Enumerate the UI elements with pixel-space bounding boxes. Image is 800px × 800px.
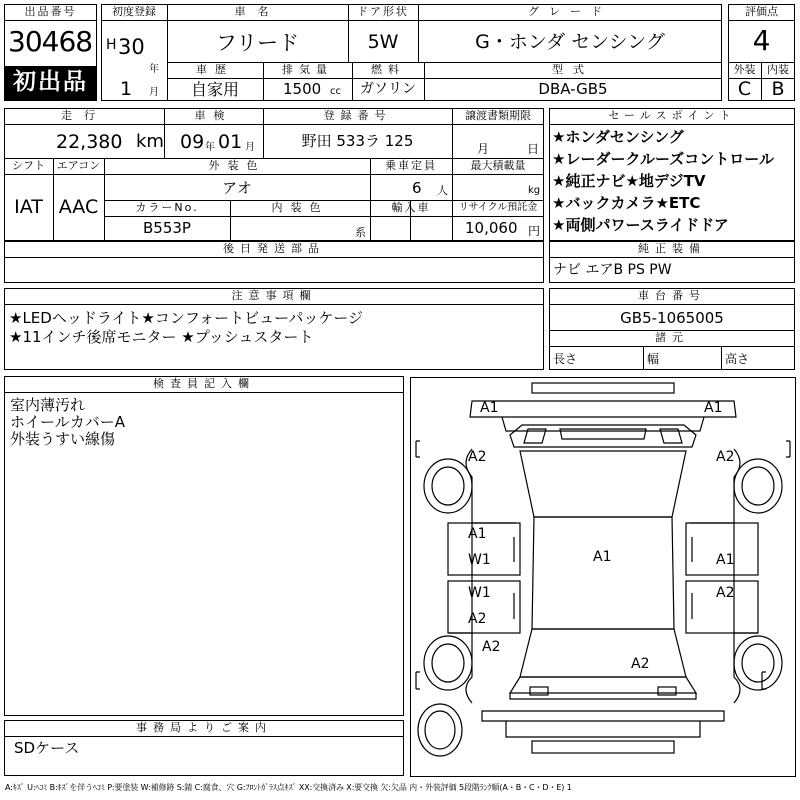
color-no-label: カラーNo. [135, 201, 199, 214]
door-label: ドア形状 [357, 5, 409, 18]
damage-mark-rear-hatch: A2 [631, 656, 650, 672]
sales-point-4: ★バックカメラ★ETC [552, 194, 701, 212]
later-parts-label: 後日発送部品 [223, 242, 325, 255]
inspector-label: 検査員記入欄 [153, 377, 255, 390]
inspection-year-unit: 年 [205, 142, 215, 153]
office-label: 事務局よりご案内 [136, 721, 272, 734]
inspection-year: 09 [180, 131, 205, 153]
fuel-label: 燃料 [371, 63, 405, 76]
max-load-unit: kg [528, 185, 541, 196]
damage-mark-front-door-left-w: W1 [468, 552, 491, 568]
inspector-line-1: 室内薄汚れ [10, 396, 86, 414]
damage-mark-front-door-left: A1 [468, 526, 487, 542]
color-no: B553P [143, 219, 191, 237]
damage-mark-front-bumper-right: A1 [704, 400, 723, 416]
ext-color-label: 外装色 [208, 159, 266, 172]
max-load-label: 最大積載量 [470, 159, 526, 172]
import-label: 輸入車 [391, 201, 431, 214]
exterior-label: 外装 [733, 63, 756, 76]
history: 自家用 [190, 80, 239, 99]
interior-label: 内装 [767, 63, 789, 76]
year-unit: 年 [149, 64, 159, 75]
equipment-value: ナビ エアB PS PW [553, 262, 672, 278]
car-damage-diagram [410, 377, 796, 777]
office-text: SDケース [14, 739, 80, 757]
month-unit: 月 [149, 87, 159, 98]
damage-mark-front-fender-right: A2 [716, 449, 735, 465]
displacement: 1500 [283, 80, 322, 98]
damage-mark-slide-door-right: A2 [716, 585, 735, 601]
ext-color: アオ [222, 179, 252, 197]
displacement-unit: cc [330, 86, 341, 97]
history-label: 車歴 [196, 63, 234, 76]
sales-point-2: ★レーダークルーズコントロール [552, 150, 774, 168]
int-color-label: 内装色 [271, 201, 329, 214]
first-reg-year: 30 [118, 35, 145, 59]
model-label: 型式 [552, 63, 594, 76]
grade: G・ホンダ センシング [475, 31, 665, 53]
damage-mark-slide-door-left-w: W1 [468, 585, 491, 601]
chassis-value: GB5-1065005 [620, 309, 724, 327]
dims-label: 諸元 [655, 331, 689, 344]
inspection-month-unit: 月 [245, 142, 255, 153]
model: DBA-GB5 [538, 80, 608, 98]
transfer-month-unit: 月 [477, 142, 490, 156]
plate: 野田 533ラ 125 [301, 132, 414, 150]
first-reg-label: 初度登録 [112, 5, 156, 18]
recycle-label: リサイクル預託金 [458, 202, 538, 213]
damage-mark-front-door-right: A1 [716, 552, 735, 568]
height-label: 高さ [725, 352, 750, 366]
mileage-unit: km [136, 131, 164, 152]
length-label: 長さ [553, 352, 578, 366]
inspection-label: 車検 [194, 109, 233, 122]
inspection-month: 01 [218, 131, 243, 153]
sales-point-5: ★両側パワースライドドア [552, 216, 729, 234]
sales-point-1: ★ホンダセンシング [552, 128, 684, 146]
displacement-label: 排気量 [282, 63, 333, 76]
chassis-label: 車台番号 [638, 289, 706, 302]
capacity: 6 [412, 179, 422, 197]
lot-number-label: 出品番号 [24, 5, 77, 18]
exterior-grade: C [737, 78, 752, 100]
door: 5W [367, 31, 399, 53]
grade-label: グレード [528, 5, 612, 18]
damage-mark-rear-fender-left: A2 [482, 639, 501, 655]
notes-line-1: ★LEDヘッドライト★コンフォートビューパッケージ [9, 309, 364, 327]
ac: AAC [58, 196, 99, 218]
shift-label: シフト [12, 159, 45, 172]
car-name-label: 車名 [234, 5, 281, 18]
sales-points-label: セールスポイント [608, 109, 736, 122]
damage-mark-front-fender-left: A2 [468, 449, 487, 465]
first-reg-month: 1 [120, 78, 133, 100]
car-outline-icon [410, 377, 796, 777]
equipment-label: 純正装備 [638, 242, 706, 255]
recycle: 10,060 [465, 219, 518, 237]
capacity-unit: 人 [437, 184, 448, 197]
lot-number: 30468 [8, 25, 93, 58]
transfer-day-unit: 日 [527, 142, 540, 156]
ac-label: エアコン [56, 159, 101, 172]
notes-label: 注意事項欄 [231, 289, 317, 302]
fuel: ガソリン [360, 81, 416, 97]
transfer-label: 譲渡書類期限 [465, 109, 531, 122]
score: 4 [752, 24, 771, 57]
damage-mark-roof: A1 [593, 549, 612, 565]
int-color-unit: 系 [355, 226, 366, 239]
score-label: 評価点 [745, 5, 778, 18]
mileage: 22,380 [56, 131, 123, 153]
damage-mark-slide-door-left: A2 [468, 611, 487, 627]
shift: IAT [14, 196, 43, 218]
car-name: フリード [215, 31, 300, 55]
width-label: 幅 [647, 352, 660, 366]
inspector-line-3: 外装うすい線傷 [10, 430, 116, 448]
sales-point-3: ★純正ナビ★地デジTV [552, 172, 706, 190]
notes-line-2: ★11インチ後席モニター ★プッシュスタート [9, 328, 314, 346]
legend-text: A:ｷｽﾞ U:ﾍｺﾐ B:ｷｽﾞを伴うﾍｺﾐ P:要塗装 W:補修跡 S:錆 C:腐食、穴 G:ﾌﾛﾝﾄｶﾞﾗｽ点ｷｽﾞ XX:交換済み X:要交換 欠:欠品 内・外装評価 5段階ﾗﾝｸ順(A・B・C・D・E) 1 [5, 783, 572, 792]
plate-label: 登録番号 [323, 109, 392, 122]
damage-mark-front-bumper-left: A1 [480, 400, 499, 416]
inspector-line-2: ホイールカバーA [10, 413, 125, 431]
interior-grade: B [771, 78, 785, 100]
capacity-label: 乗車定員 [385, 159, 437, 172]
first-listing-text: 初出品 [13, 69, 88, 95]
first-reg-era: H [106, 37, 117, 53]
recycle-unit: 円 [528, 224, 541, 238]
mileage-label: 走行 [61, 109, 107, 122]
